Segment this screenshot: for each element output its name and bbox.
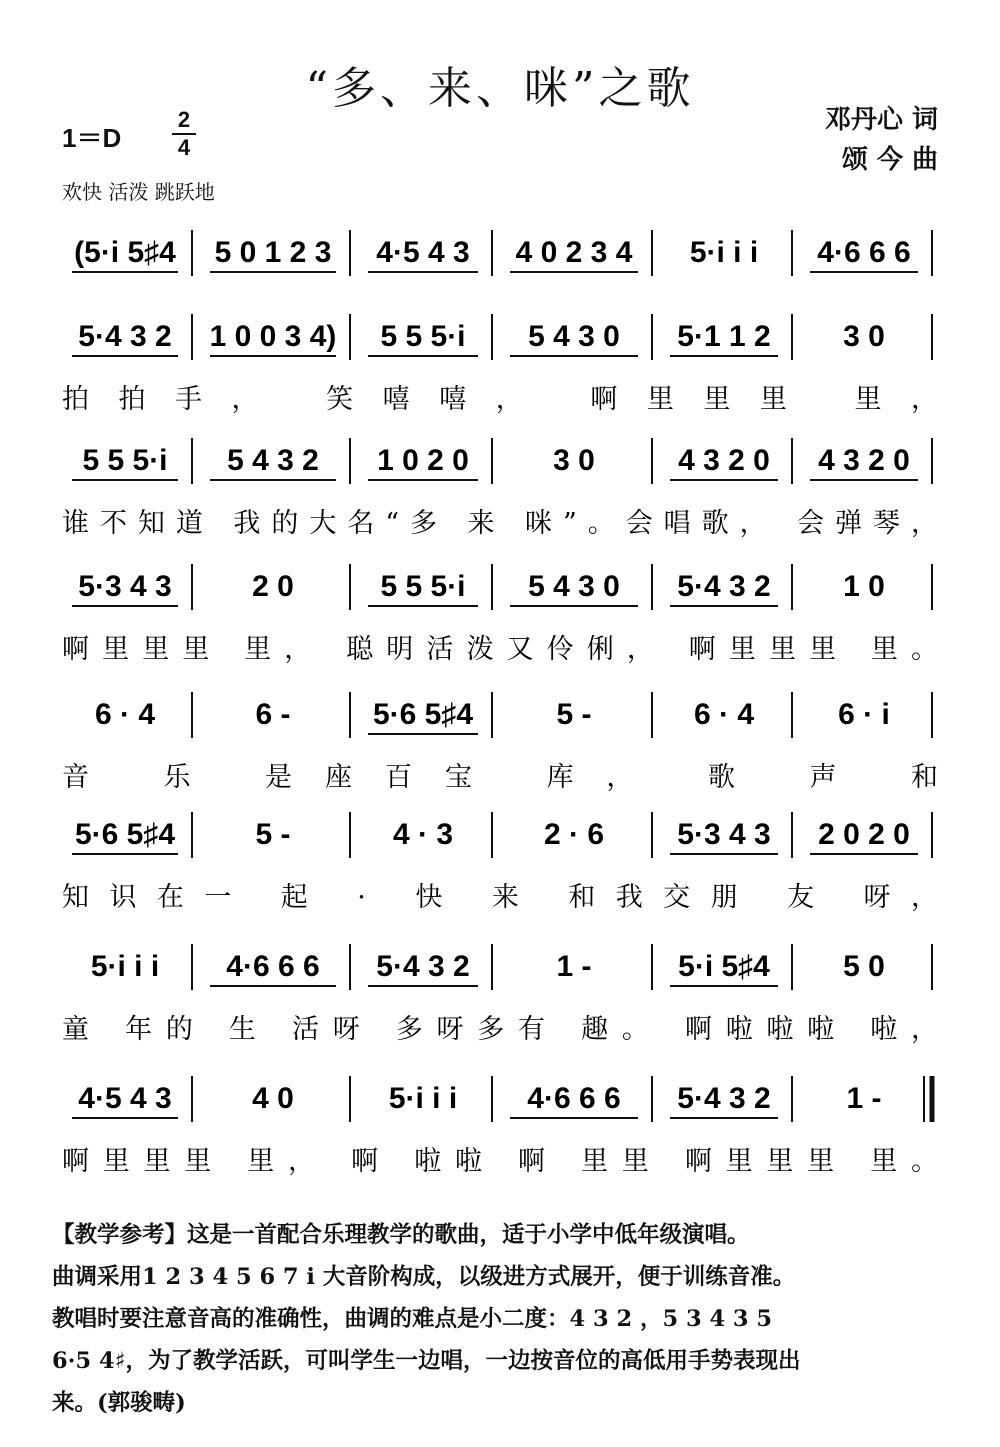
measure-notes: 5·4 3 2 [677, 570, 771, 603]
measure-notes: 6 · 4 [693, 698, 755, 731]
measure-notes: 4 0 [252, 1082, 294, 1115]
measure-notes: 5·3 4 3 [677, 818, 771, 851]
measure-notes: (5·i 5♯4 [74, 236, 176, 269]
teaching-line-1-text: 这是一首配合乐理教学的歌曲，适于小学中低年级演唱。 [187, 1222, 750, 1248]
score-row [62, 1076, 938, 1177]
lyric-line: 音 乐 是座百宝 库， 歌 声 和 [62, 762, 938, 793]
lyric-line: 知识在一 起 · 快 来 和我交朋 友 呀， [62, 882, 939, 913]
measure-notes: 6 · 4 [94, 698, 156, 731]
teaching-line-1 [52, 1214, 942, 1256]
measure-notes: 6 - [255, 698, 291, 731]
measure-notes: 4·6 6 6 [527, 1082, 621, 1115]
measure-notes: 5 - [255, 818, 291, 851]
measure-notes: 3 0 [553, 444, 595, 477]
measure-notes: 2 · 6 [543, 818, 605, 851]
measure-notes: 5 0 [843, 950, 885, 983]
score-row [62, 812, 938, 913]
measure-notes: 4 3 2 0 [818, 444, 910, 477]
teaching-reference [52, 1214, 942, 1424]
teaching-heading: 【教学参考】 [52, 1222, 188, 1248]
lyric-line: 谁不知道 我的大名“多 来 咪”。会唱歌， 会弹琴， [62, 508, 939, 539]
measure-notes: 4·5 4 3 [78, 1082, 172, 1115]
measure-notes: 4 · 3 [392, 818, 454, 851]
lyric-line: 啊里里里 里， 聪明活泼又伶俐， 啊里里里 里。 [62, 634, 939, 665]
score-row [62, 692, 938, 793]
measure-notes: 5·3 4 3 [78, 570, 172, 603]
measure-notes: 5 5 5·i [380, 570, 466, 603]
measure-notes: 1 - [846, 1082, 882, 1115]
score-row [62, 438, 938, 539]
measure-notes: 5 5 5·i [82, 444, 168, 477]
measure-notes: 5 4 3 0 [528, 570, 620, 603]
measure-notes: 5 5 5·i [380, 320, 466, 353]
key-signature: 1＝D [62, 123, 122, 153]
measure-notes: 5·4 3 2 [677, 1082, 771, 1115]
lyric-line: 童 年的 生 活呀 多呀多有 趣。 啊啦啦啦 啦， [62, 1014, 938, 1045]
time-top: 2 [177, 107, 191, 132]
teaching-line-3: 教唱时要注意音高的准确性，曲调的难点是小二度：4 3 2 ，5 3 4 3 5 [52, 1306, 773, 1332]
measure-notes: 5·4 3 2 [78, 320, 172, 353]
lyric-line: 啊里里里 里， 啊 啦啦 啊 里里 啊里里里 里。 [62, 1146, 938, 1177]
score-row [62, 944, 938, 1045]
measure-notes: 2 0 [252, 570, 294, 603]
lyricist: 邓丹心 词 [824, 105, 938, 135]
measure-notes: 2 0 2 0 [818, 818, 910, 851]
measure-notes: 5 0 1 2 3 [214, 236, 332, 269]
score-row [62, 314, 938, 415]
measure-notes: 5 - [556, 698, 592, 731]
measure-notes: 5·i i i [388, 1082, 458, 1115]
measure-notes: 5·6 5♯4 [74, 818, 176, 851]
measure-notes: 5·i i i [689, 236, 759, 269]
teaching-line-2: 曲调采用1 2 3 4 5 6 7 i 大音阶构成，以级进方式展开，便于训练音准。 [52, 1264, 796, 1290]
teaching-line-5: 来。(郭骏畴) [52, 1390, 186, 1416]
song-title: “多、来、咪”之歌 [305, 63, 695, 114]
measure-notes: 1 0 [843, 570, 885, 603]
measure-notes: 5·i i i [90, 950, 160, 983]
measure-notes: 5 4 3 0 [528, 320, 620, 353]
measure-notes: 5 4 3 2 [227, 444, 319, 477]
measure-notes: 4 3 2 0 [678, 444, 770, 477]
teaching-line-4: 6·5 4♯，为了教学活跃，可叫学生一边唱，一边按音位的高低用手势表现出 [52, 1348, 801, 1374]
measure-notes: 5·4 3 2 [376, 950, 470, 983]
lyric-line: 拍拍手， 笑嘻嘻， 啊里里里 里， [62, 384, 938, 415]
measure-notes: 5·1 1 2 [677, 320, 771, 353]
measure-notes: 4·6 6 6 [226, 950, 320, 983]
measure-notes: 1 0 2 0 [377, 444, 469, 477]
measure-notes: 6 · i [838, 698, 890, 731]
score-row [72, 230, 932, 276]
time-bottom: 4 [177, 135, 191, 160]
measure-notes: 5·i 5♯4 [678, 950, 770, 983]
measure-notes: 1 - [556, 950, 592, 983]
measure-notes: 4·5 4 3 [376, 236, 470, 269]
tempo-marking: 欢快 活泼 跳跃地 [62, 180, 215, 204]
measure-notes: 1 0 0 3 4) [209, 320, 337, 353]
measure-notes: 3 0 [843, 320, 885, 353]
measure-notes: 5·6 5♯4 [372, 698, 474, 731]
composer: 颂 今 曲 [841, 145, 938, 175]
score-row [62, 564, 938, 665]
measure-notes: 4·6 6 6 [817, 236, 911, 269]
measure-notes: 4 0 2 3 4 [515, 236, 633, 269]
